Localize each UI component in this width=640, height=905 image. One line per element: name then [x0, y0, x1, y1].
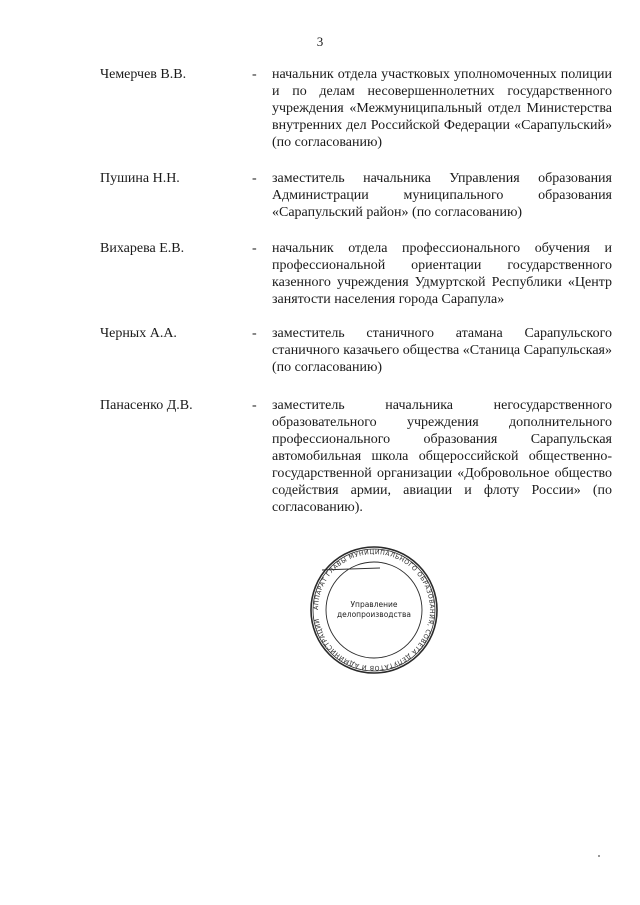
seal-center-line-1: Управление	[350, 600, 398, 609]
seal-center-line-2: делопроизводства	[336, 610, 412, 619]
official-seal	[300, 545, 448, 675]
member-dash: -	[252, 241, 257, 256]
member-dash: -	[252, 171, 257, 186]
member-name: Черных А.А.	[100, 326, 177, 341]
page-number: 3	[316, 34, 324, 49]
member-name: Чемерчев В.В.	[100, 67, 187, 82]
scan-speck	[598, 855, 600, 857]
member-dash: -	[252, 67, 257, 82]
member-dash: -	[252, 398, 257, 413]
member-position: заместитель начальника негосударственного образовательного учреждения дополнительного профессионального образования Сарапульская автомобильная школа общероссийской общественно-государственной организации «Добровольное общество содействия армии, авиации и флоту России» (по согласованию).	[272, 398, 612, 515]
member-dash: -	[252, 326, 257, 341]
member-position: начальник отдела профессионального обучения и профессиональной ориентации государственного казенного учреждения Удмуртской Республики «Центр занятости населения города Сарапула»	[272, 241, 612, 307]
member-position: заместитель станичного атамана Сарапульского станичного казачьего общества «Станица Сарапульская» (по согласованию)	[272, 326, 612, 375]
seal-ring-text: АППАРАТ ГЛАВЫ МУНИЦИПАЛЬНОГО ОБРАЗОВАНИЯ, СОВЕТА ДЕПУТАТОВ И АДМИНИСТРАЦИИ	[312, 548, 436, 672]
member-name: Вихарева Е.В.	[100, 241, 185, 256]
member-name: Пушина Н.Н.	[100, 171, 180, 186]
member-position: заместитель начальника Управления образования Администрации муниципального образования «Сарапульский район» (по согласованию)	[272, 171, 612, 220]
member-name: Панасенко Д.В.	[100, 398, 193, 413]
member-position: начальник отдела участковых уполномоченных полиции и по делам несовершеннолетних государственного учреждения «Межмуниципальный отдел Министерства внутренних дел Российской Федерации «Сарапульский» (по согласованию)	[272, 67, 612, 150]
